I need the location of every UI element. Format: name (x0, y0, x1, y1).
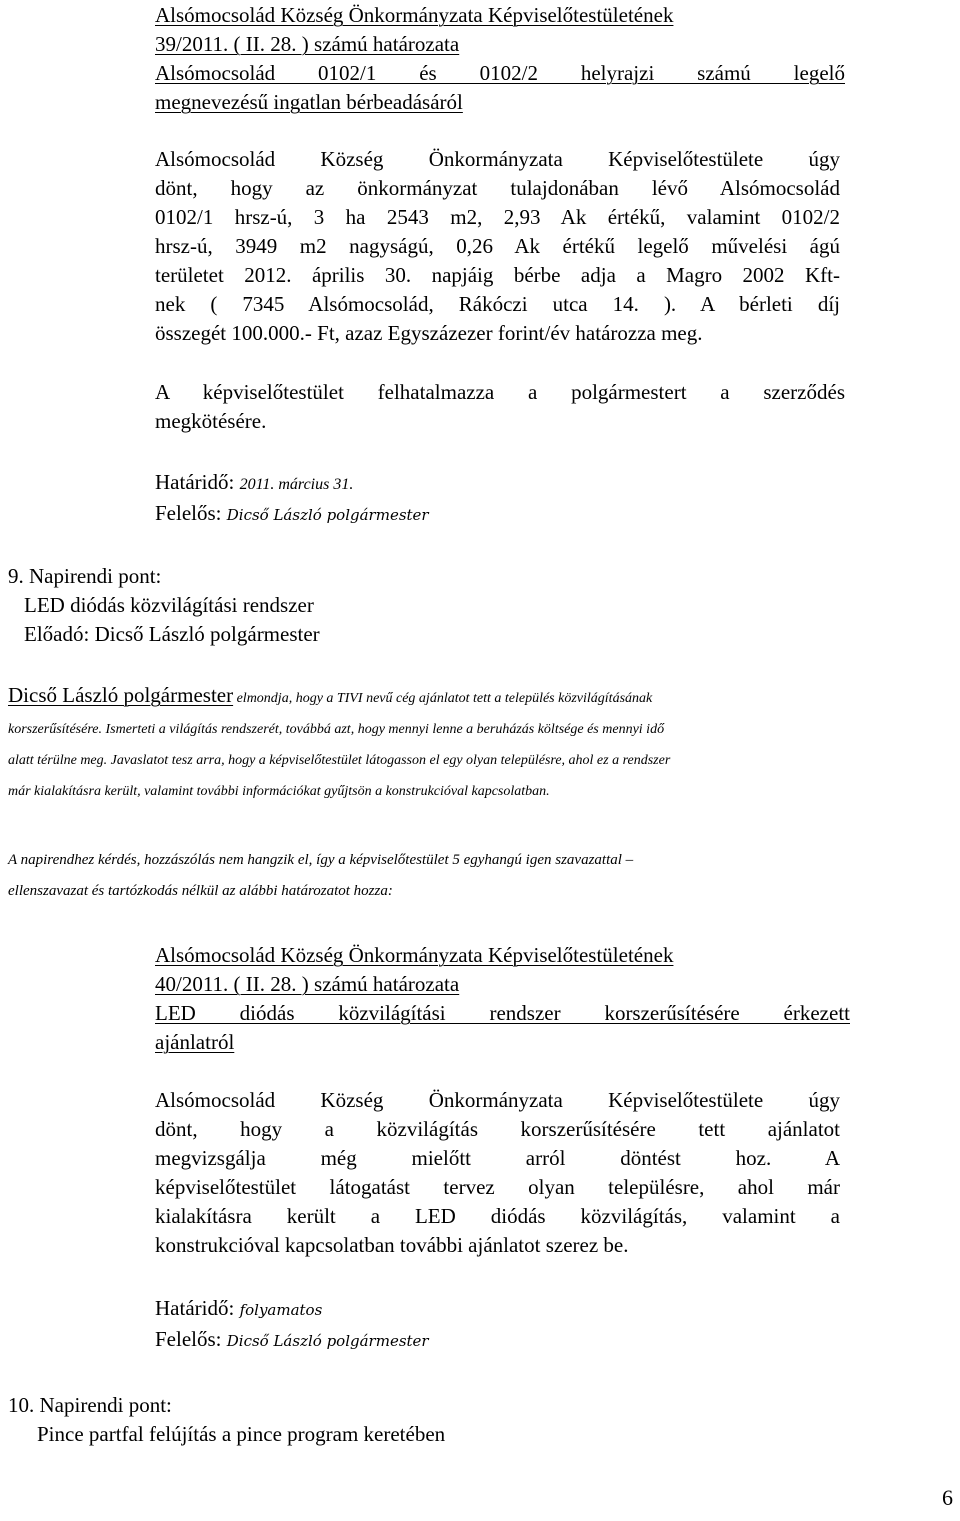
responsible-label: Felelős: (155, 1327, 222, 1351)
resolution-39 (155, 1, 845, 117)
body-line: 0102/1 hrsz-ú, 3 ha 2543 m2, 2,93 Ak értékű, valamint 0102/2 (155, 205, 840, 229)
resolution-40-header-line2: 40/2011. ( II. 28. ) számú határozata (155, 972, 460, 996)
speech-line: alatt térülne meg. Javaslatot tesz arra, hogy a képviselőtestület látogasson el egy olyan településre, ahol ez a rendszer (8, 753, 671, 768)
resolution-40 (155, 941, 850, 1057)
resolution-40-deadline (155, 1294, 429, 1356)
page-number: 6 (942, 1485, 953, 1510)
body-line: nek ( 7345 Alsómocsolád, Rákóczi utca 14. ). A bérleti díj (155, 292, 840, 316)
agenda-9-presenter: Előadó: Dicső László polgármester (24, 622, 320, 646)
speaker-name: Dicső László polgármester (8, 683, 234, 707)
speech-line: már kialakításra került, valamint további információkat gyűjtsön a konstrukcióval kapcsolatban. (8, 784, 550, 799)
body-line: területet 2012. április 30. napjáig bérbe adja a Magro 2002 Kft- (155, 263, 840, 287)
responsible-value: Dicső László polgármester (226, 1332, 429, 1350)
resolution-40-header-line1: Alsómocsolád Község Önkormányzata Képviselőtestületének (155, 943, 674, 967)
deadline-value: folyamatos (239, 1301, 323, 1319)
body-line: dönt, hogy az önkormányzat tulajdonában lévő Alsómocsolád (155, 176, 840, 200)
deadline-label: Határidő: (155, 1296, 235, 1320)
agenda-10-title: 10. Napirendi pont: (8, 1393, 172, 1417)
vote-line: ellenszavazat és tartózkodás nélkül az alábbi határozatot hozza: (8, 883, 393, 899)
agenda-10-subject: Pince partfal felújítás a pince program keretében (37, 1422, 446, 1446)
resolution-39-deadline (155, 468, 429, 530)
speech-line: korszerűsítésére. Ismerteti a világítás rendszerét, továbbá azt, hogy mennyi lenne a beruházás költsége és mennyi idő (8, 722, 665, 737)
vote-line: A napirendhez kérdés, hozzászólás nem hangzik el, így a képviselőtestület 5 egyhangú igen szavazattal – (8, 852, 634, 868)
body-line: hrsz-ú, 3949 m2 nagyságú, 0,26 Ak értékű legelő művelési ágú (155, 234, 840, 258)
body-line: Alsómocsolád Község Önkormányzata Képviselőtestülete úgy (155, 147, 840, 171)
authorization-line: megkötésére. (155, 409, 267, 433)
body-line: képviselőtestület látogatást tervez olyan településre, ahol már (155, 1175, 840, 1199)
agenda-9-title: 9. Napirendi pont: (8, 564, 162, 588)
responsible-value: Dicső László polgármester (226, 506, 429, 524)
resolution-39-authorization (155, 378, 845, 436)
agenda-9 (8, 562, 320, 649)
body-line: dönt, hogy a közvilágítás korszerűsítésére tett ajánlatot (155, 1117, 840, 1141)
responsible-label: Felelős: (155, 501, 222, 525)
minutes-vote (8, 845, 958, 907)
resolution-39-header-line3: Alsómocsolád 0102/1 és 0102/2 helyrajzi számú legelő (155, 61, 845, 85)
agenda-9-subject: LED diódás közvilágítási rendszer (24, 593, 314, 617)
deadline-value: 2011. március 31. (239, 476, 354, 493)
resolution-39-header-line4: megnevezésű ingatlan bérbeadásáról (155, 90, 463, 114)
body-line: kialakításra került a LED diódás közvilágítás, valamint a (155, 1204, 840, 1228)
speech-line: elmondja, hogy a TIVI nevű cég ajánlatot tett a település közvilágításának (236, 691, 653, 706)
deadline-label: Határidő: (155, 470, 235, 494)
resolution-40-body (155, 1086, 840, 1260)
body-line: konstrukcióval kapcsolatban további ajánlatot szerez be. (155, 1233, 629, 1257)
body-line: megvizsgálja még mielőtt arról döntést hoz. A (155, 1146, 840, 1170)
resolution-40-header-line3: LED diódás közvilágítási rendszer korszerűsítésére érkezett (155, 1001, 850, 1025)
resolution-39-header-line1: Alsómocsolád Község Önkormányzata Képviselőtestületének (155, 3, 674, 27)
minutes-speech (8, 680, 958, 807)
body-line: összegét 100.000.- Ft, azaz Egyszázezer forint/év határozza meg. (155, 321, 703, 345)
resolution-40-header-line4: ajánlatról (155, 1030, 235, 1054)
authorization-line: A képviselőtestület felhatalmazza a polgármestert a szerződés (155, 380, 845, 404)
agenda-10 (8, 1391, 445, 1449)
resolution-39-header-line2: 39/2011. ( II. 28. ) számú határozata (155, 32, 460, 56)
resolution-39-body (155, 145, 840, 348)
body-line: Alsómocsolád Község Önkormányzata Képviselőtestülete úgy (155, 1088, 840, 1112)
